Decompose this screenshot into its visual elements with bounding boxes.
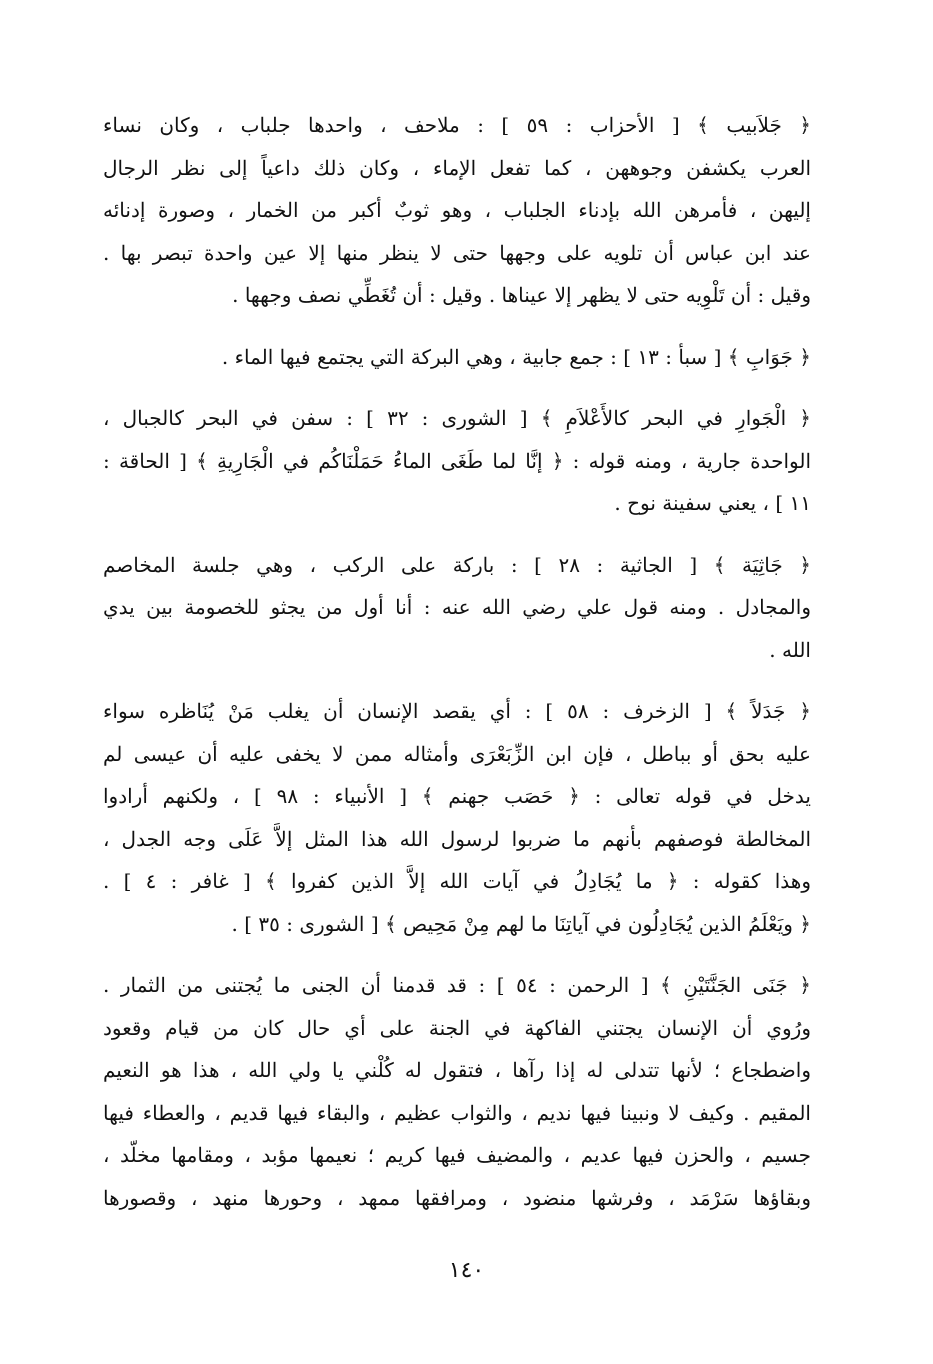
text-line: ﴿ جَاثِيَة ﴾ [ الجاثية : ٢٨ ] : باركة على الركب ، وهي جلسة المخاصم bbox=[103, 552, 811, 577]
text-line: ﴿ ويَعْلَمُ الذين يُجَادِلُون في آياتِنَا ما لهم مِنْ مَحِيص ﴾ [ الشورى : ٣٥ ] . bbox=[231, 911, 811, 936]
text-line: وهذا كقوله : ﴿ ما يُجَادِلُ في آيات الله إلاَّ الذين كفروا ﴾ [ غافر : ٤ ] . bbox=[103, 869, 811, 893]
text-line: المقيم . وكيف لا ونبينا فيها نديم ، والثواب عظيم ، والبقاء فيها قديم ، والعطاء فيها bbox=[103, 1100, 811, 1125]
text-line: عند ابن عباس أن تلويه على وجهها حتى لا ينظر منها إلا عين واحدة تبصر بها . bbox=[103, 240, 811, 265]
entry-jadalan bbox=[103, 690, 811, 945]
entry-jalabib bbox=[103, 104, 811, 317]
text-line: ﴿ جَوَابِ ﴾ [ سبأ : ١٣ ] : جمع جابية ، وهي البركة التي يجتمع فيها الماء . bbox=[221, 344, 811, 369]
entry-jana-aljannatayn bbox=[103, 964, 811, 1219]
text-line: وبقاؤها سَرْمَد ، وفرشها منضود ، ومرافقها ممهد ، وحورها منهد ، وقصورها bbox=[103, 1185, 811, 1210]
text-line: وقيل : أن تَلْوِيه حتى لا يظهر إلا عيناها . وقيل : أن تُغَطِّي نصف وجهها . bbox=[232, 283, 811, 307]
text-line: ١١ ] ، يعني سفينة نوح . bbox=[614, 491, 811, 515]
text-line: الله . bbox=[769, 637, 811, 662]
text-line: العرب يكشفن وجوههن ، كما تفعل الإماء ، وكان ذلك داعياً إلى نظر الرجال bbox=[103, 155, 811, 180]
text-line: واضطجاع ؛ لأنها تتدلى له إذا رآها ، فتقول له كُلْني يا ولي الله ، هذا هو النعيم bbox=[103, 1058, 811, 1082]
entry-jawab bbox=[103, 336, 811, 379]
text-body bbox=[103, 104, 811, 1238]
text-line: عليه بحق أو بباطل ، فإن ابن الزِّبَعْرَى وأمثاله ممن لا يخفى عليه أن عيسى لم bbox=[103, 741, 811, 766]
text-line: ﴿ جَدَلاً ﴾ [ الزخرف : ٥٨ ] : أي يقصد الإنسان أن يغلب مَنْ يُنَاظره سواء bbox=[103, 699, 811, 723]
entry-jathiya bbox=[103, 544, 811, 672]
text-line: ﴿ الْجَوارِ في البحر كالأَعْلاَمِ ﴾ [ الشورى : ٣٢ ] : سفن في البحر كالجبال ، bbox=[103, 406, 811, 430]
text-line: يدخل في قوله تعالى : ﴿ حَصَب جهنم ﴾ [ الأنبياء : ٩٨ ] ، ولكنهم أرادوا bbox=[103, 784, 811, 808]
entry-al-jawar bbox=[103, 397, 811, 525]
page-number: ١٤٠ bbox=[448, 1258, 485, 1283]
text-line: ﴿ جَنَى الجَنَّتَيْنِ ﴾ [ الرحمن : ٥٤ ] : قد قدمنا أن الجنى ما يُجتنى من الثمار . bbox=[103, 973, 811, 997]
text-line: الواحدة جارية ، ومنه قوله : ﴿ إنَّا لما طَغَى الماءُ حَمَلْنَاكُم في الْجَارِيةِ ﴾ [ الحاقة : bbox=[103, 448, 811, 473]
text-line: إليهن ، فأمرهن الله بإدناء الجلباب ، وهو ثوبٌ أكبر من الخمار ، وصورة إدنائه bbox=[103, 198, 811, 222]
text-line: والمجادل . ومنه قول علي رضي الله عنه : أنا أول من يجثو للخصومة بين يدي bbox=[103, 595, 811, 619]
text-line: جسيم ، والحزن فيها عديم ، والمضيف فيها كريم ؛ نعيمها مؤبد ، ومقامها مخلّد ، bbox=[103, 1143, 811, 1167]
text-line: المخالطة فوصفهم بأنهم ما ضربوا لرسول الله هذا المثل إلاَّ عَلَى وجه الجدل ، bbox=[103, 826, 811, 851]
text-line: ورُوي أن الإنسان يجتني الفاكهة في الجنة على أي حال كان من قيام وقعود bbox=[103, 1015, 811, 1040]
text-line: ﴿ جَلاَبيب ﴾ [ الأحزاب : ٥٩ ] : ملاحف ، واحدها جلباب ، وكان نساء bbox=[103, 113, 811, 137]
